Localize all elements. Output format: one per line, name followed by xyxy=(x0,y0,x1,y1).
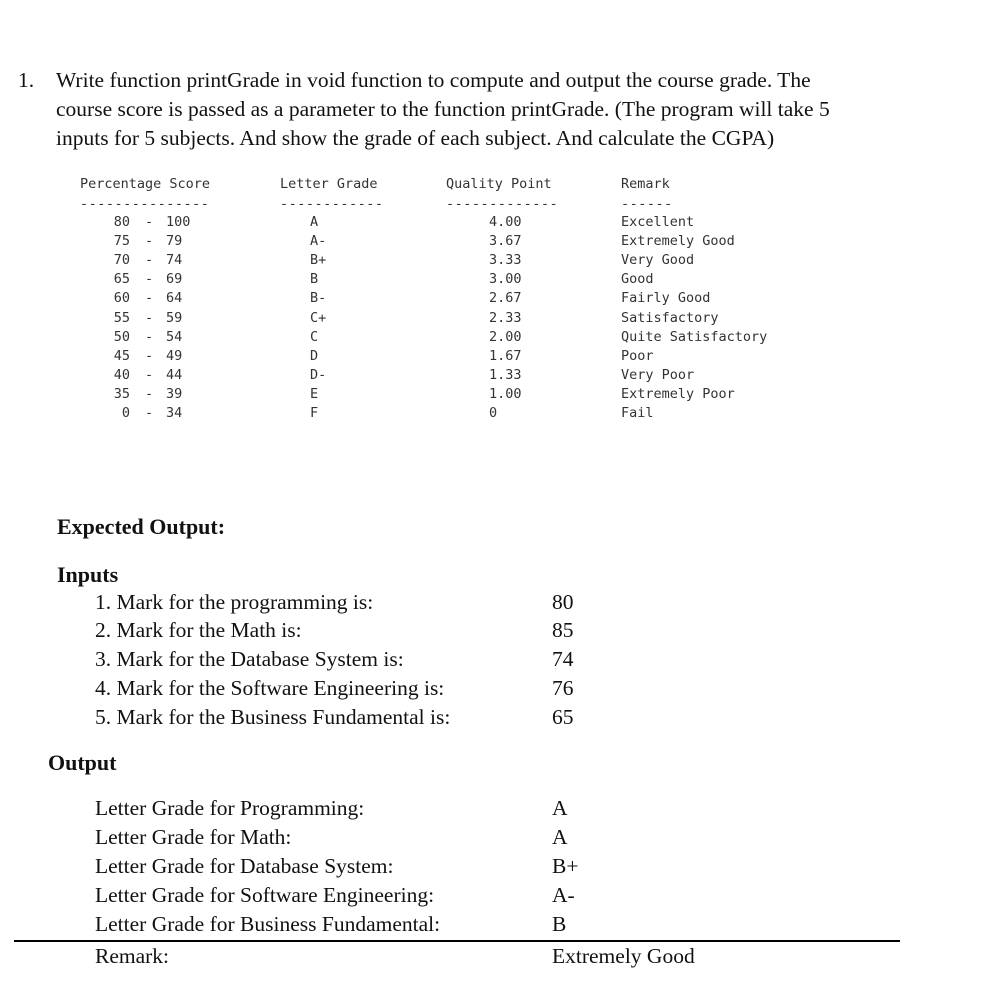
output-label: Letter Grade for Business Fundamental: xyxy=(95,912,441,936)
output-label: Letter Grade for Database System: xyxy=(95,854,394,878)
table-cell-score-high: 100 xyxy=(166,214,191,230)
table-cell-quality-point: 4.00 xyxy=(489,214,522,230)
table-cell-score-sep: - xyxy=(145,290,154,307)
table-cell-quality-point: 0 xyxy=(489,405,498,421)
inputs-heading: Inputs xyxy=(57,562,119,587)
table-cell-remark: Fail xyxy=(621,405,654,421)
input-label: 4. Mark for the Software Engineering is: xyxy=(95,676,445,700)
table-cell-remark: Extremely Poor xyxy=(621,385,735,402)
output-value: B xyxy=(552,912,567,936)
table-cell-score-low: 55 xyxy=(113,309,130,326)
output-value: A xyxy=(552,796,568,820)
table-cell-letter-grade: F xyxy=(310,405,319,421)
output-value: B+ xyxy=(552,854,579,878)
input-label: 2. Mark for the Math is: xyxy=(95,618,302,642)
table-cell-score-high: 49 xyxy=(166,347,183,364)
table-cell-score-low: 60 xyxy=(113,290,130,307)
output-label: Letter Grade for Math: xyxy=(95,825,292,849)
table-cell-letter-grade: D xyxy=(310,347,319,364)
table-cell-remark: Extremely Good xyxy=(621,233,735,250)
table-cell-letter-grade: C+ xyxy=(310,309,327,326)
table-cell-score-high: 64 xyxy=(166,290,183,307)
output-label: Letter Grade for Programming: xyxy=(95,796,365,820)
divider-line xyxy=(14,940,900,942)
table-cell-score-low: 45 xyxy=(113,347,130,364)
table-cell-letter-grade: D- xyxy=(310,366,327,383)
table-cell-score-high: 59 xyxy=(166,309,183,326)
input-value: 65 xyxy=(552,705,574,729)
table-cell-remark: Fairly Good xyxy=(621,290,711,307)
output-value: A- xyxy=(552,883,575,907)
table-cell-quality-point: 3.00 xyxy=(489,271,522,288)
table-cell-letter-grade: A- xyxy=(310,233,327,250)
table-cell-quality-point: 3.67 xyxy=(489,233,522,250)
table-cell-letter-grade: B xyxy=(310,271,319,288)
table-cell-score-high: 74 xyxy=(166,252,183,269)
output-value: A xyxy=(552,825,568,849)
table-cell-quality-point: 2.33 xyxy=(489,309,522,326)
question-line: course score is passed as a parameter to the function printGrade. (The program will take 5 xyxy=(56,97,830,121)
table-cell-score-low: 0 xyxy=(121,405,130,421)
table-cell-quality-point: 1.33 xyxy=(489,366,522,383)
table-cell-score-low: 65 xyxy=(113,271,130,288)
table-cell-quality-point: 2.00 xyxy=(489,328,522,345)
table-cell-score-sep: - xyxy=(145,347,154,364)
output-heading: Output xyxy=(48,750,117,775)
table-cell-score-sep: - xyxy=(145,385,154,402)
table-cell-quality-point: 1.00 xyxy=(489,385,522,402)
table-cell-letter-grade: C xyxy=(310,328,319,345)
table-cell-letter-grade: A xyxy=(310,214,319,230)
header-remark: Remark xyxy=(621,176,670,192)
table-cell-score-high: 39 xyxy=(166,385,183,402)
table-cell-remark: Satisfactory xyxy=(621,309,719,326)
table-cell-quality-point: 3.33 xyxy=(489,252,522,269)
table-cell-quality-point: 2.67 xyxy=(489,290,522,307)
table-cell-score-high: 34 xyxy=(166,405,183,421)
table-cell-score-high: 69 xyxy=(166,271,183,288)
input-label: 3. Mark for the Database System is: xyxy=(95,647,404,671)
header-divider: ------------- xyxy=(446,196,559,212)
input-value: 76 xyxy=(552,676,574,700)
header-divider: ------------ xyxy=(280,196,384,212)
table-cell-letter-grade: B+ xyxy=(310,252,327,269)
table-cell-score-sep: - xyxy=(145,252,154,269)
input-value: 85 xyxy=(552,618,574,642)
table-cell-remark: Excellent xyxy=(621,214,695,230)
table-cell-score-sep: - xyxy=(145,405,154,421)
input-value: 80 xyxy=(552,590,574,614)
table-cell-score-sep: - xyxy=(145,309,154,326)
question-text xyxy=(56,66,906,153)
table-cell-score-sep: - xyxy=(145,328,154,345)
input-label: 5. Mark for the Business Fundamental is: xyxy=(95,705,451,729)
header-percentage-score: Percentage Score xyxy=(80,176,211,192)
table-cell-letter-grade: E xyxy=(310,385,319,402)
table-cell-score-high: 44 xyxy=(166,366,183,383)
table-cell-score-low: 50 xyxy=(113,328,130,345)
question-number: 1. xyxy=(18,68,35,92)
table-cell-remark: Quite Satisfactory xyxy=(621,328,768,345)
table-cell-quality-point: 1.67 xyxy=(489,347,522,364)
table-cell-letter-grade: B- xyxy=(310,290,327,307)
table-cell-score-sep: - xyxy=(145,366,154,383)
table-cell-score-high: 79 xyxy=(166,233,183,250)
table-cell-score-low: 40 xyxy=(113,366,130,383)
table-cell-score-low: 70 xyxy=(113,252,130,269)
table-cell-score-low: 35 xyxy=(113,385,130,402)
table-cell-remark: Poor xyxy=(621,347,654,364)
header-quality-point: Quality Point xyxy=(446,176,552,192)
question-line: inputs for 5 subjects. And show the grade of each subject. And calculate the CGPA) xyxy=(56,126,775,150)
input-label: 1. Mark for the programming is: xyxy=(95,590,374,614)
header-divider: --------------- xyxy=(80,196,210,212)
table-cell-score-high: 54 xyxy=(166,328,183,345)
table-cell-score-low: 75 xyxy=(113,233,130,250)
remark-value: Extremely Good xyxy=(552,944,695,968)
remark-label: Remark: xyxy=(95,944,170,968)
table-cell-score-sep: - xyxy=(145,214,154,230)
table-cell-score-low: 80 xyxy=(113,214,130,230)
header-divider: ------ xyxy=(621,196,673,212)
table-cell-remark: Very Poor xyxy=(621,366,695,383)
question-line: Write function printGrade in void function to compute and output the course grade. The xyxy=(56,68,811,92)
table-cell-remark: Good xyxy=(621,271,654,288)
input-value: 74 xyxy=(552,647,574,671)
output-label: Letter Grade for Software Engineering: xyxy=(95,883,435,907)
table-cell-score-sep: - xyxy=(145,233,154,250)
expected-output-heading: Expected Output: xyxy=(57,514,226,539)
table-cell-remark: Very Good xyxy=(621,252,695,269)
header-letter-grade: Letter Grade xyxy=(280,176,378,192)
table-cell-score-sep: - xyxy=(145,271,154,288)
